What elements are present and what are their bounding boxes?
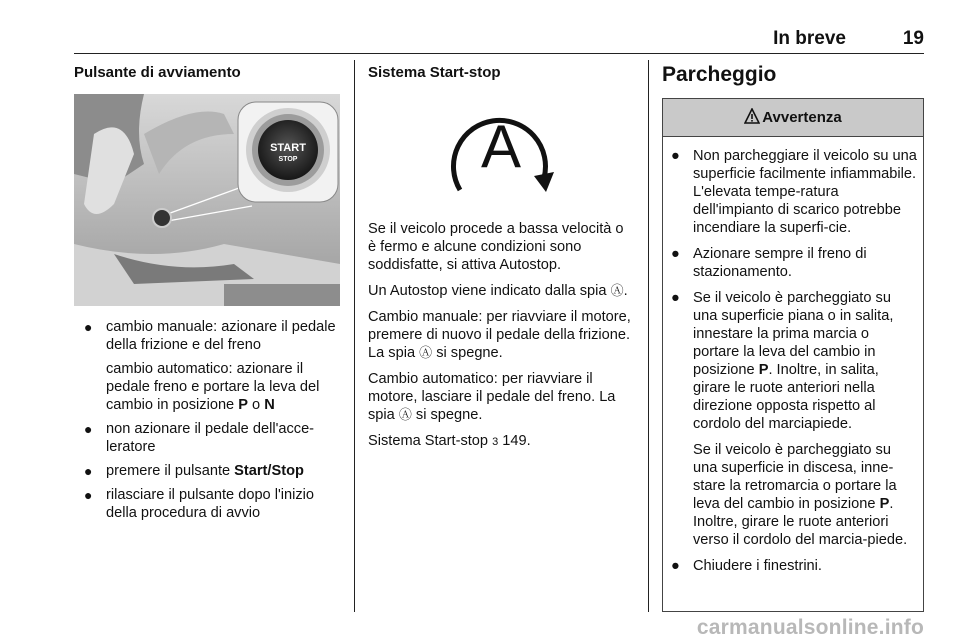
warning-body	[663, 137, 923, 575]
cross-reference: Sistema Start-stop 3 149.	[368, 433, 531, 449]
autostop-lamp-icon: Ⓐ	[398, 407, 412, 422]
list-item: ● non azionare il pedale dell'acce-leratore	[84, 421, 315, 455]
autostop-lamp-icon: Ⓐ	[610, 283, 624, 298]
list-item: ● Chiudere i finestrini.	[671, 558, 822, 574]
section-title: Sistema Start-stop	[368, 64, 501, 81]
arrow-reference-icon: 3	[492, 436, 499, 448]
warning-box	[662, 98, 924, 612]
column-divider	[648, 60, 649, 612]
header-title: In breve	[773, 28, 846, 49]
list-item: ● rilasciare il pulsante dopo l'inizio della procedura di avvio	[84, 487, 315, 521]
list-item: ● Non parcheggiare il veicolo su una superficie facilmente infiammabile. L'elevata tempe-ratura dell'impianto di scarico potrebbe incendiare la superfi-cie.	[671, 148, 917, 236]
dashboard-illustration	[74, 94, 340, 306]
autostop-letter: A	[480, 113, 522, 180]
autostop-lamp-icon: Ⓐ	[419, 345, 433, 360]
warning-triangle-icon	[744, 108, 760, 124]
page-number: 19	[902, 28, 924, 49]
section-title: Parcheggio	[662, 63, 777, 86]
list-item: ● Se il veicolo è parcheggiato su una superficie piana o in salita, innestare la prima marcia o portare la leva del cambio in posizione P. Inoltre, in salita, girare le ruote anteriori nella direzione opposta rispetto al cordolo del marciapiede. Se il veicolo è parcheggiato su una superficie in discesa, inne-stare la retromarcia o portare la leva del cambio in posizione P. Inoltre, girare le ruote anteriori verso il cordolo del marcia-piede.	[671, 290, 908, 548]
section-title: Pulsante di avviamento	[74, 64, 241, 81]
column-parking	[662, 63, 924, 574]
warning-title: Avvertenza	[762, 109, 842, 126]
column-start-button	[74, 64, 342, 521]
page-header	[74, 28, 924, 54]
warning-header	[663, 99, 923, 137]
watermark: carmanualsonline.info	[696, 616, 924, 639]
automatic-gear-note: cambio automatico: azionare il pedale freno e portare la leva del cambio in posizione P o N	[106, 361, 320, 413]
header-rule	[74, 53, 924, 54]
list-item: ● premere il pulsante Start/Stop	[84, 463, 304, 479]
list-item: ● Azionare sempre il freno di stazionamento.	[671, 246, 867, 280]
column-start-stop	[368, 64, 634, 449]
start-button-label: START STOP	[270, 142, 306, 163]
column-divider	[354, 60, 355, 612]
start-bullet-list	[74, 318, 342, 528]
start-stop-text: Se il veicolo procede a bassa velocità o è fermo e alcune condizioni sono soddisfatte, si attiva Autostop. Un Autostop viene indicato dalla spia Ⓐ. Cambio manuale: per riavviare il motore, premere di nuovo il pedale della frizione. La spia Ⓐ si spegne. Cambio automatico: per riavviare il motore, lasciare il pedale del freno. La spia Ⓐ si spegne. Sistema Start-stop 3 149.	[368, 220, 634, 459]
list-item: ● cambio manuale: azionare il pedale della frizione e del freno cambio automatico: azionare il pedale freno e portare la leva del cambio in posizione P o N	[74, 318, 342, 414]
start-button-photo	[74, 94, 340, 306]
autostop-symbol	[368, 94, 634, 206]
